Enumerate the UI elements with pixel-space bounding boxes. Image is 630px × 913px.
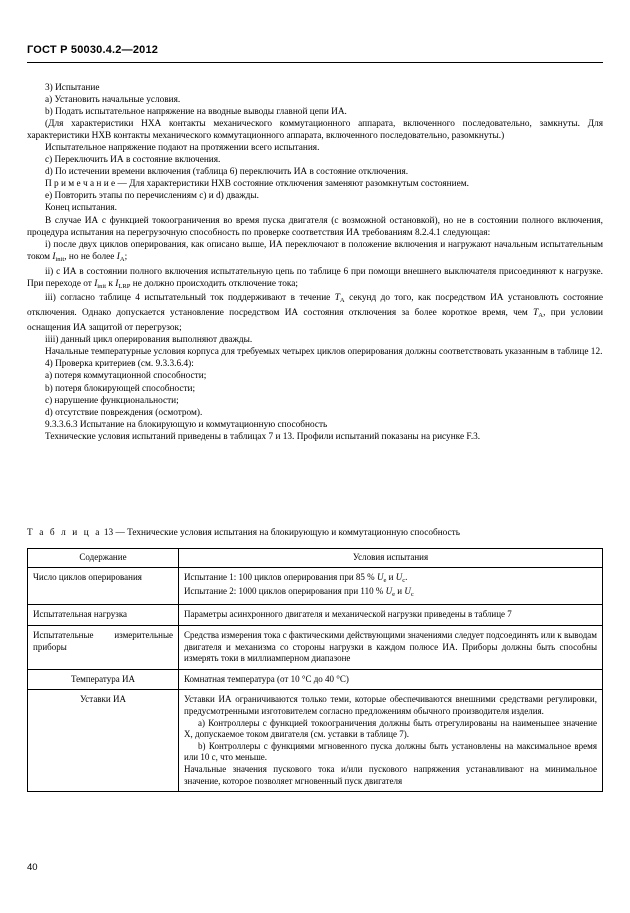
table-header-row: [28, 549, 603, 568]
row-value-line: Испытание 2: 1000 циклов оперирования при 110 % $U_e$ и $U_c$: [184, 586, 414, 598]
row-label: Испытательная нагрузка: [28, 605, 179, 626]
row-value: [179, 690, 603, 792]
note-paragraph: П р и м е ч а н и е — Для характеристики НХВ состояние отключения заменяют разомкнутым состоянием.: [45, 179, 469, 190]
row-value: Параметры асинхронного двигателя и механической нагрузки приведены в таблице 7: [179, 605, 603, 626]
paragraph: В случае ИА с функцией токоограничения во время пуска двигателя (с возможной остановкой), но не в состоянии полного включения, процедура испытания на перегрузочную способность по проверке соответствия ИА требованиям 8.2.4.1 следующая:: [27, 215, 603, 238]
table-row: [28, 669, 603, 690]
paragraph: Технические условия испытаний приведены в таблицах 7 и 13. Профили испытаний показаны на рисунке F.3.: [45, 431, 481, 442]
table-caption-text: — Технические условия испытания на блокирующую и коммутационную способность: [115, 528, 460, 538]
row-value-line: a) Контроллеры с функцией токоограничения должны быть отрегулированы на наименьшее значение X, допускаемое током двигателя (см. уставки в таблице 7).: [184, 717, 597, 740]
paragraph: iiii) данный цикл оперирования выполняют дважды.: [45, 335, 253, 346]
paragraph: d) отсутствие повреждения (осмотром).: [45, 407, 203, 418]
paragraph: d) По истечении времени включения (таблица 6) переключить ИА в состояние отключения.: [45, 167, 409, 178]
table-caption-number: 13: [103, 528, 114, 538]
table-caption-label: Т а б л и ц а: [27, 528, 102, 538]
paragraph: Испытательное напряжение подают на протяжении всего испытания.: [45, 143, 320, 154]
paragraph: a) потеря коммутационной способности;: [45, 371, 207, 382]
paragraph: iii) согласно таблице 4 испытательный ток поддерживают в течение $T_A$ секунд до того, как посредством ИА установлють состояние отключения. Однако допускается установление посредством ИА состояния отключения за более короткое время, чем $T_A$, при условии оснащения ИА защитой от перегрузок;: [27, 293, 603, 334]
table-row: [28, 567, 603, 605]
paragraph: c) Переключить ИА в состояние включения.: [45, 155, 221, 166]
header-divider: [27, 62, 603, 63]
row-value: [179, 567, 603, 605]
paragraph: b) Подать испытательное напряжение на вводные выводы главной цепи ИА.: [45, 107, 347, 118]
row-value-line: Испытание 1: 100 циклов оперирования при 85 % $U_e$ и $U_c$.: [184, 571, 408, 584]
technical-conditions-table: [27, 548, 603, 792]
paragraph: b) потеря блокирующей способности;: [45, 383, 196, 394]
column-header-content: Содержание: [28, 549, 179, 568]
paragraph: ii) c ИА в состоянии полного включения испытательную цепь по таблице 6 при помощи внешнего выключателя присоединяют к нагрузке. При переходе от $I_{init}$ к $I_{LRP}$ не должно происходить отключение тока;: [27, 266, 603, 290]
paragraph: 3) Испытание: [45, 83, 100, 93]
body-text: [27, 82, 603, 443]
paragraph: Конец испытания.: [45, 203, 117, 214]
row-label: Температура ИА: [28, 669, 179, 690]
row-label: Число циклов оперирования: [28, 567, 179, 605]
paragraph: 4) Проверка критериев (см. 9.3.3.6.4):: [45, 359, 194, 370]
paragraph: 9.3.3.6.3 Испытание на блокирующую и коммутационную способность: [45, 419, 328, 430]
table-row: [28, 690, 603, 792]
column-header-conditions: Условия испытания: [179, 549, 603, 568]
page-header: ГОСТ Р 50030.4.2—2012: [27, 44, 159, 56]
table-row: [28, 626, 603, 670]
paragraph: i) после двух циклов оперирования, как описано выше, ИА переключают в положение включения и нагружают начальным испытательным током $I_{init}$, но не более $I_A$;: [27, 239, 603, 263]
row-value: Средства измерения тока с фактическими действующими значениями следует подсоединять или к выводам двигателя и механизма со стороны нагрузки в каждом полюсе ИА. Приборы должны быть способны измерять токи в миллиамперном диапазоне: [179, 626, 603, 670]
paragraph: Начальные температурные условия корпуса для требуемых четырех циклов оперирования должны соответствовать указанным в таблице 12.: [45, 347, 603, 358]
row-label: Уставки ИА: [28, 690, 179, 792]
row-value-line: b) Контроллеры с функциями мгновенного пуска должны быть установлены на максимальное время или 10 с, что меньше.: [184, 740, 597, 763]
table-row: [28, 605, 603, 626]
row-value-line: Начальные значения пускового тока и/или пускового напряжения устанавливают на минимальное значение, которое позволяет мгновенный пуск двигателя: [184, 764, 597, 786]
table-caption: [27, 528, 603, 538]
row-value: Комнатная температура (от 10 °С до 40 °С): [179, 669, 603, 690]
paragraph: (Для характеристики НХА контакты механического коммутационного аппарата, включенного последовательно, замкнуты. Для характеристики НХВ контакты механического коммутационного аппарата, включенного последовательно, разомкнуты.): [27, 119, 603, 142]
page-number: 40: [27, 862, 38, 873]
row-value-line: Уставки ИА ограничиваются только теми, которые обеспечиваются внешними средствами регулировки, предусмотренными изготовителем согласно предложениям обычного производителя изделия.: [184, 694, 597, 717]
paragraph: e) Повторить этапы по перечислениям c) и d) дважды.: [45, 191, 259, 202]
row-label: Испытательные измерительные приборы: [28, 626, 179, 670]
paragraph: c) нарушение функциональности;: [45, 395, 179, 406]
paragraph: a) Установить начальные условия.: [45, 95, 181, 106]
